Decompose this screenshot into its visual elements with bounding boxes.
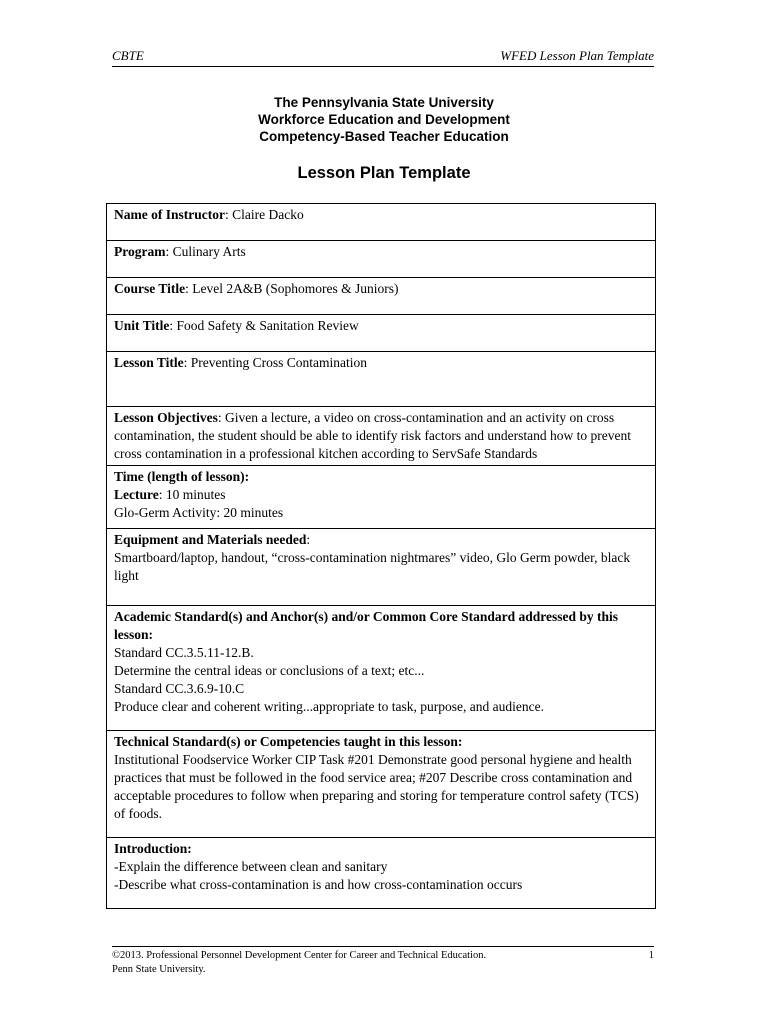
row-equipment (107, 529, 656, 606)
row-introduction (107, 838, 656, 909)
institution-line-3: Competency-Based Teacher Education (259, 129, 509, 144)
course-label: Course Title (114, 281, 186, 296)
row-academic-standards (107, 606, 656, 731)
lecture-value: : 10 minutes (158, 487, 226, 502)
row-instructor (107, 204, 656, 241)
institution-line-1: The Pennsylvania State University (274, 95, 494, 110)
program-label: Program (114, 244, 166, 259)
academic-label: Academic Standard(s) and Anchor(s) and/or Common Core Standard addressed by this lesson: (114, 609, 619, 642)
instructor-value: : Claire Dacko (224, 207, 304, 222)
equipment-label: Equipment and Materials needed (114, 532, 307, 547)
academic-line: Produce clear and coherent writing...appropriate to task, purpose, and audience. (114, 699, 544, 714)
technical-value: Institutional Foodservice Worker CIP Task #201 Demonstrate good personal hygiene and health practices that must be followed in the food service area; #207 Describe cross contamination and acceptable procedures to follow when preparing and storing for temperature control safety (TCS) of foods. (114, 752, 639, 821)
document-title: Lesson Plan Template (297, 164, 471, 182)
objectives-value: : Given a lecture, a video on cross-contamination and an activity on cross contamination, the student should be able to identify risk factors and understand how to prevent cross contamination in a professional kitchen according to ServSafe Standards (114, 410, 632, 461)
instructor-label: Name of Instructor (114, 207, 225, 222)
lesson-title-label: Lesson Title (114, 355, 184, 370)
footer-copyright: ©2013. Professional Personnel Development Center for Career and Technical Education. (112, 950, 487, 961)
time-label: Time (length of lesson): (114, 469, 250, 484)
page-number: 1 (648, 950, 654, 961)
program-value: : Culinary Arts (165, 244, 246, 259)
unit-value: : Food Safety & Sanitation Review (169, 318, 359, 333)
header-right: WFED Lesson Plan Template (500, 48, 654, 63)
institution-line-2: Workforce Education and Development (258, 112, 510, 127)
academic-line: Standard CC.3.5.11-12.B. (114, 645, 254, 660)
header-left: CBTE (112, 48, 144, 63)
row-unit (107, 315, 656, 352)
row-course (107, 278, 656, 315)
institution-block (0, 94, 768, 145)
page-header (112, 48, 654, 67)
page-footer (112, 946, 654, 977)
unit-label: Unit Title (114, 318, 170, 333)
course-value: : Level 2A&B (Sophomores & Juniors) (185, 281, 399, 296)
equipment-value: Smartboard/laptop, handout, “cross-contamination nightmares” video, Glo Germ powder, black light (114, 550, 631, 583)
academic-line: Standard CC.3.6.9-10.C (114, 681, 245, 696)
equipment-colon: : (306, 532, 311, 547)
lecture-label: Lecture (114, 487, 159, 502)
academic-line: Determine the central ideas or conclusions of a text; etc... (114, 663, 425, 678)
lesson-plan-table (106, 203, 656, 909)
lesson-title-value: : Preventing Cross Contamination (183, 355, 368, 370)
introduction-line: -Describe what cross-contamination is and how cross-contamination occurs (114, 877, 523, 892)
introduction-line: -Explain the difference between clean and sanitary (114, 859, 388, 874)
technical-label: Technical Standard(s) or Competencies taught in this lesson: (114, 734, 463, 749)
row-time (107, 466, 656, 529)
introduction-label: Introduction: (114, 841, 192, 856)
footer-university: Penn State University. (112, 964, 206, 975)
row-objectives (107, 407, 656, 466)
activity-time: Glo-Germ Activity: 20 minutes (114, 505, 284, 520)
objectives-label: Lesson Objectives (114, 410, 218, 425)
row-technical-standards (107, 731, 656, 838)
row-program (107, 241, 656, 278)
row-lesson-title (107, 352, 656, 407)
